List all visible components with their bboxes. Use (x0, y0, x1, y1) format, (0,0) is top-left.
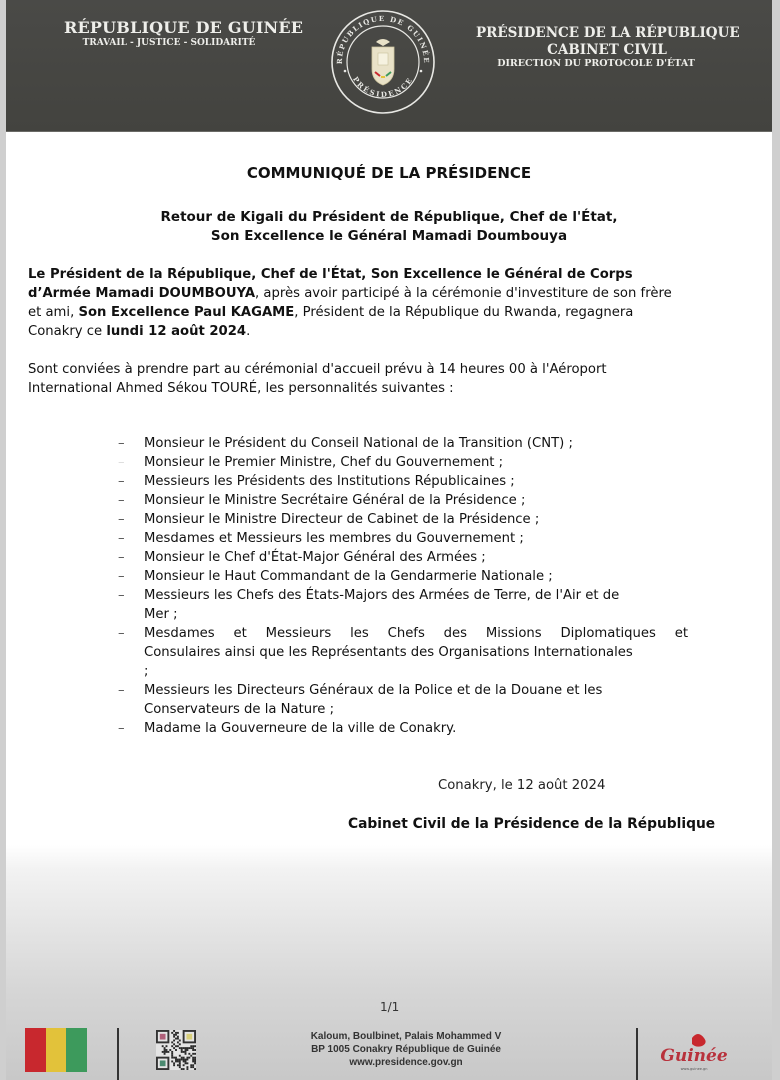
list-bullet: – (118, 550, 125, 565)
attendee-text: Monsieur le Président du Conseil National de la Transition (CNT) ; (144, 436, 573, 451)
flag-stripe (46, 1028, 67, 1072)
page-number: 1/1 (380, 1000, 400, 1014)
brand-logo-url: www.guinee.gn (680, 1067, 708, 1071)
letterhead-right (476, 25, 738, 69)
website-link[interactable]: www.presidence.gov.gn (349, 1057, 463, 1068)
attendee-list (118, 434, 718, 738)
presidential-seal-icon (330, 9, 436, 115)
attendee-text: Mesdames et Messieurs les Chefs des Missions Diplomatiques et (144, 626, 688, 641)
attendee-text: Messieurs les Directeurs Généraux de la Police et de la Douane et les (144, 683, 603, 698)
para1-text-4b: . (246, 324, 251, 339)
announcement-paragraph (28, 265, 768, 341)
document-title: COMMUNIQUÉ DE LA PRÉSIDENCE (246, 164, 532, 182)
para1-bold-4: lundi 12 août 2024 (106, 324, 247, 339)
letterhead-left (64, 18, 304, 48)
flag-stripe (25, 1028, 46, 1072)
guinee-brand-logo-icon (654, 1028, 734, 1078)
guinea-flag-icon (25, 1028, 87, 1072)
attendee-item (118, 510, 718, 529)
attendee-item (118, 472, 718, 491)
attendee-text: Consulaires ainsi que les Représentants des Organisations Internationales (144, 645, 633, 660)
list-bullet: – (118, 683, 125, 698)
place-and-date: Conakry, le 12 août 2024 (438, 778, 606, 793)
invitation-paragraph (28, 360, 768, 398)
list-bullet: – (118, 436, 125, 451)
para1-text-3b: , Président de la République du Rwanda, regagnera (294, 305, 634, 320)
letterhead (6, 0, 772, 132)
list-bullet: – (118, 626, 125, 641)
attendee-text: Monsieur le Premier Ministre, Chef du Gouvernement ; (144, 455, 504, 470)
attendee-text: Monsieur le Ministre Directeur de Cabinet de la Présidence ; (144, 512, 540, 527)
document-page (6, 0, 772, 1080)
attendee-item (118, 586, 718, 624)
address-line-2: BP 1005 Conakry République de Guinée (311, 1044, 501, 1055)
attendee-text: Madame la Gouverneure de la ville de Conakry. (144, 721, 457, 736)
attendee-item (118, 491, 718, 510)
para2-line-2: International Ahmed Sékou TOURÉ, les personnalités suivantes : (28, 381, 454, 396)
attendee-text: Messieurs les Présidents des Institutions Républicaines ; (144, 474, 515, 489)
list-bullet: – (118, 493, 125, 508)
attendee-text: ; (144, 664, 149, 679)
list-bullet: – (118, 588, 125, 603)
para1-text-4a: Conakry ce (28, 324, 107, 339)
list-bullet: – (118, 531, 125, 546)
attendee-item (118, 567, 718, 586)
attendee-text: Conservateurs de la Nature ; (144, 702, 335, 717)
brand-logo-text: Guinée (660, 1046, 728, 1066)
presidency-name: PRÉSIDENCE DE LA RÉPUBLIQUE (476, 25, 740, 41)
attendee-text: Mer ; (144, 607, 178, 622)
footer-divider (117, 1028, 119, 1080)
address-line-1: Kaloum, Boulbinet, Palais Mohammed V (310, 1031, 502, 1042)
para1-bold-1: Le Président de la République, Chef de l'État, Son Excellence le Général de Corps (28, 267, 633, 282)
list-bullet: – (118, 474, 125, 489)
attendee-item (118, 624, 718, 681)
list-bullet: – (118, 721, 125, 736)
attendee-item (118, 434, 718, 453)
footer-address (286, 1030, 526, 1069)
subtitle-line-2: Son Excellence le Général Mamadi Doumbouya (210, 228, 568, 244)
attendee-text: Monsieur le Ministre Secrétaire Général de la Présidence ; (144, 493, 526, 508)
attendee-text: Monsieur le Haut Commandant de la Gendarmerie Nationale ; (144, 569, 553, 584)
flag-stripe (66, 1028, 87, 1072)
para2-line-1: Sont conviées à prendre part au cérémonial d'accueil prévu à 14 heures 00 à l'Aéroport (28, 362, 607, 377)
viewer-right-edge (772, 0, 780, 1080)
attendee-item (118, 681, 718, 719)
list-bullet: – (118, 569, 125, 584)
signature-block: Cabinet Civil de la Présidence de la République (348, 816, 716, 832)
footer-divider (636, 1028, 638, 1080)
document-subtitle (6, 208, 772, 246)
seal-ring-text-top: RÉPUBLIQUE DE GUINÉE (334, 13, 432, 65)
national-motto: TRAVAIL - JUSTICE - SOLIDARITÉ (82, 38, 256, 48)
para1-text-2: , après avoir participé à la cérémonie d'investiture de son frère (255, 286, 672, 301)
attendee-item (118, 529, 718, 548)
attendee-text: Mesdames et Messieurs les membres du Gouvernement ; (144, 531, 524, 546)
para1-bold-3: Son Excellence Paul KAGAME (78, 305, 295, 320)
list-bullet: – (118, 455, 125, 470)
qr-code-icon[interactable] (156, 1030, 196, 1070)
direction-name: DIRECTION DU PROTOCOLE D'ÉTAT (497, 58, 695, 69)
list-bullet: – (118, 512, 125, 527)
para1-bold-2: d’Armée Mamadi DOUMBOUYA (28, 286, 256, 301)
subtitle-line-1: Retour de Kigali du Président de République, Chef de l'État, (160, 209, 618, 225)
attendee-item (118, 719, 718, 738)
para1-text-3a: et ami, (28, 305, 79, 320)
cabinet-name: CABINET CIVIL (547, 42, 667, 58)
seal-ring-text-bottom: PRÉSIDENCE (351, 74, 415, 99)
attendee-text: Monsieur le Chef d'État-Major Général des Armées ; (144, 550, 486, 565)
page-footer (6, 990, 772, 1080)
attendee-item (118, 548, 718, 567)
country-name: RÉPUBLIQUE DE GUINÉE (64, 18, 304, 37)
attendee-item (118, 453, 718, 472)
attendee-text: Messieurs les Chefs des États-Majors des Armées de Terre, de l'Air et de (144, 588, 620, 603)
